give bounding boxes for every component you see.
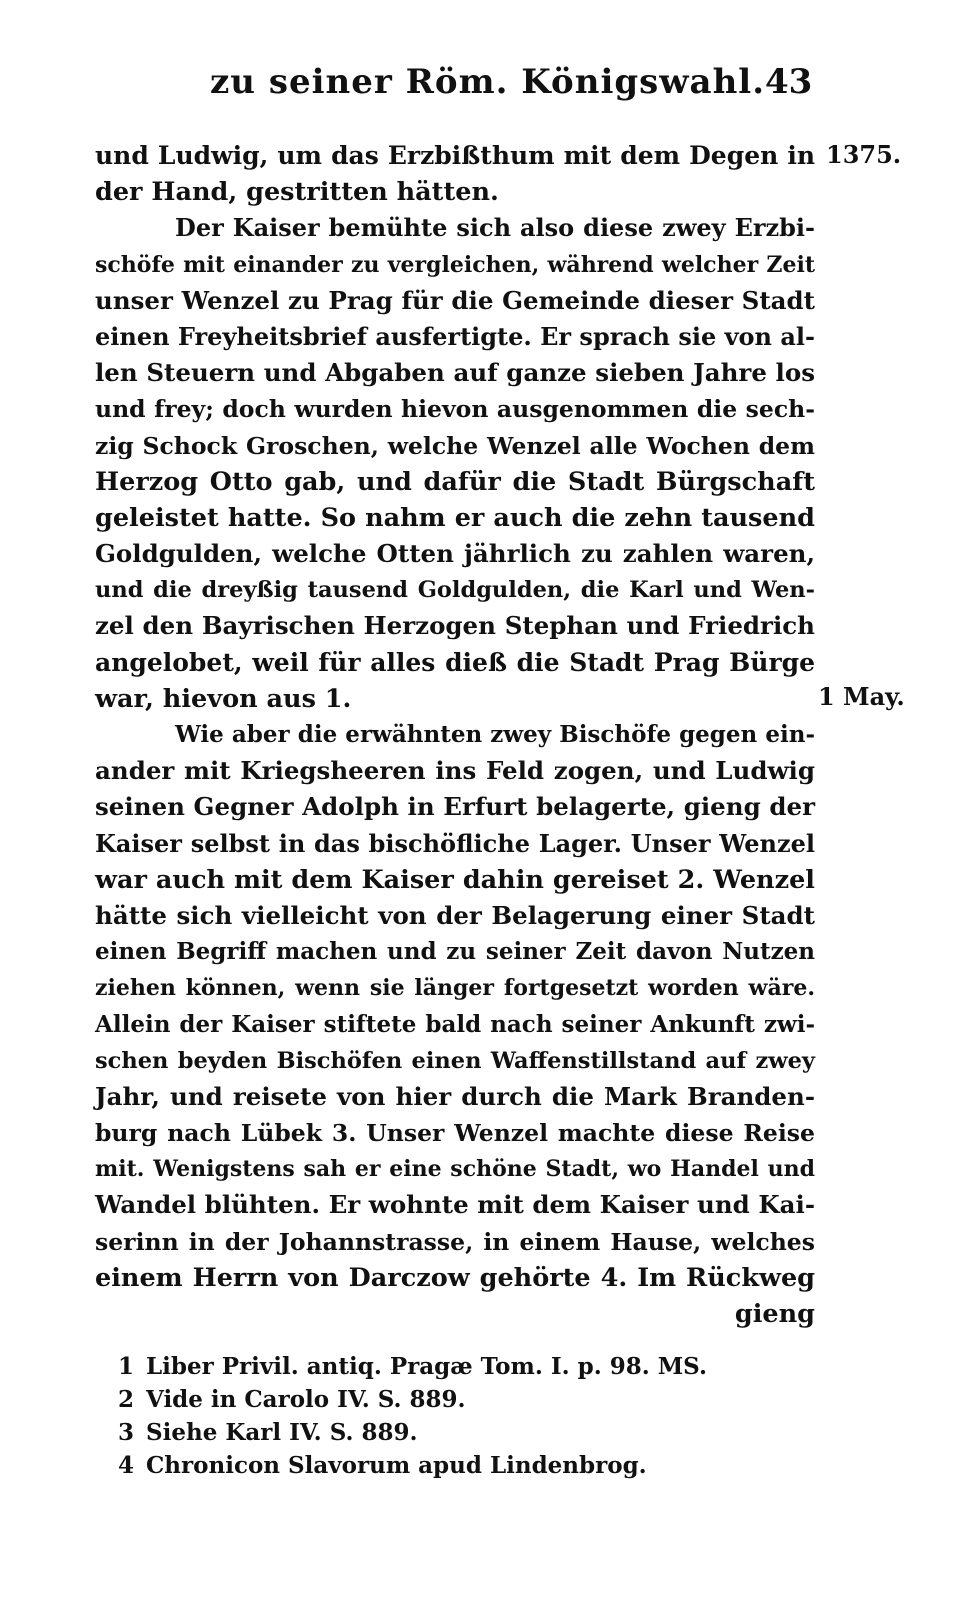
text-line: ziehen können, wenn sie länger fortgesetzt worden wäre. bbox=[95, 975, 815, 1002]
text-line: Kaiser selbst in das bischöfliche Lager. Unser Wenzel bbox=[95, 828, 815, 858]
text-line: burg nach Lübek 3. Unser Wenzel machte diese Reise bbox=[95, 1119, 815, 1148]
text-line: schen beyden Bischöfen einen Waffenstillstand auf zwey bbox=[95, 1047, 815, 1074]
text-line: angelobet, weil für alles dieß die Stadt Prag Bürge bbox=[95, 647, 815, 677]
text-line: zel den Bayrischen Herzogen Stephan und Friedrich bbox=[95, 611, 815, 641]
footnote-text: Chronicon Slavorum apud Lindenbrog. bbox=[146, 1452, 647, 1479]
text-line: Allein der Kaiser stiftete bald nach seiner Ankunft zwi- bbox=[95, 1010, 815, 1038]
text-line: len Steuern und Abgaben auf ganze sieben Jahre los bbox=[95, 358, 815, 388]
footnotes bbox=[118, 1350, 818, 1482]
body-text bbox=[95, 138, 815, 1332]
margin-note-date: 1 May. bbox=[818, 682, 905, 711]
text-line: serinn in der Johannstrasse, in einem Hause, welches bbox=[95, 1227, 815, 1256]
text-line: geleistet hatte. So nahm er auch die zehn tausend bbox=[95, 502, 815, 533]
page-number: 43 bbox=[765, 62, 813, 102]
footnote-text: Liber Privil. antiq. Pragæ Tom. I. p. 98. MS. bbox=[146, 1353, 707, 1380]
text-line: ander mit Kriegsheeren ins Feld zogen, und Ludwig bbox=[95, 756, 815, 786]
footnote-mark: 2 bbox=[118, 1386, 135, 1413]
text-line: Der Kaiser bemühte sich also diese zwey Erzbi- bbox=[175, 213, 815, 243]
text-line: Wie aber die erwähnten zwey Bischöfe gegen ein- bbox=[175, 721, 815, 748]
footnote bbox=[118, 1350, 818, 1383]
text-line: einen Begriff machen und zu seiner Zeit davon Nutzen bbox=[95, 938, 815, 966]
text-line: und frey; doch wurden hievon ausgenommen die sech- bbox=[95, 395, 815, 424]
text-line: Herzog Otto gab, und dafür die Stadt Bürgschaft bbox=[95, 466, 815, 497]
text-line: zig Schock Groschen, welche Wenzel alle Wochen dem bbox=[95, 431, 815, 460]
text-line: Goldgulden, welche Otten jährlich zu zahlen waren, bbox=[95, 539, 815, 569]
text-line: Jahr, und reisete von hier durch die Mark Branden- bbox=[95, 1081, 815, 1111]
text-line: war, hievon aus 1. bbox=[95, 683, 352, 714]
footnote-mark: 1 bbox=[118, 1353, 135, 1380]
text-line: und die dreyßig tausend Goldgulden, die Karl und Wen- bbox=[95, 577, 815, 604]
footnote-text: Vide in Carolo IV. S. 889. bbox=[146, 1386, 466, 1413]
text-line: mit. Wenigstens sah er eine schöne Stadt, wo Handel und bbox=[95, 1156, 815, 1183]
text-line: war auch mit dem Kaiser dahin gereiset 2. Wenzel bbox=[95, 864, 815, 895]
footnote bbox=[118, 1383, 818, 1416]
text-line: schöfe mit einander zu vergleichen, während welcher Zeit bbox=[95, 251, 815, 278]
footnote-mark: 3 bbox=[118, 1419, 135, 1446]
footnote bbox=[118, 1416, 818, 1449]
margin-note-year: 1375. bbox=[826, 140, 902, 169]
footnote-text: Siehe Karl IV. S. 889. bbox=[146, 1419, 418, 1446]
text-line: und Ludwig, um das Erzbißthum mit dem Degen in bbox=[95, 141, 815, 170]
text-line: unser Wenzel zu Prag für die Gemeinde dieser Stadt bbox=[95, 285, 815, 315]
footnote-mark: 4 bbox=[118, 1452, 135, 1479]
text-line: hätte sich vielleicht von der Belagerung einer Stadt bbox=[95, 900, 815, 930]
text-line: einen Freyheitsbrief ausfertigte. Er sprach sie von al- bbox=[95, 321, 815, 351]
catchword: gieng bbox=[734, 1299, 815, 1329]
text-line: seinen Gegner Adolph in Erfurt belagerte, gieng der bbox=[95, 792, 815, 822]
footnote bbox=[118, 1449, 818, 1482]
text-line: der Hand, gestritten hätten. bbox=[95, 177, 499, 208]
text-line: Wandel blühten. Er wohnte mit dem Kaiser und Kai- bbox=[95, 1190, 815, 1220]
text-line: einem Herrn von Darczow gehörte 4. Im Rückweg bbox=[95, 1262, 815, 1293]
running-title: zu seiner Röm. Königswahl. bbox=[210, 62, 766, 102]
